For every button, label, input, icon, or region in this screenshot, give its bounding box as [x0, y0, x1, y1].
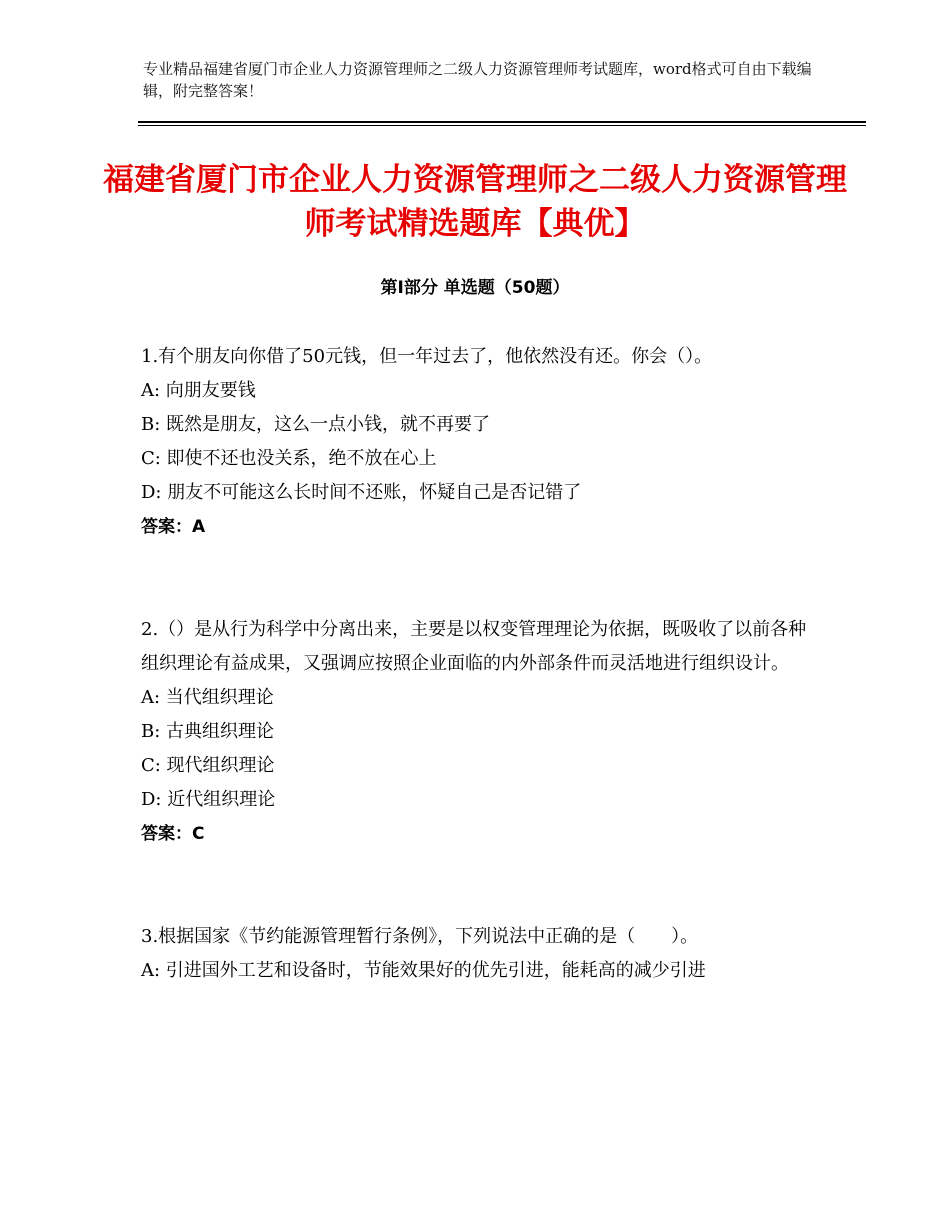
header-note: 专业精品福建省厦门市企业人力资源管理师之二级人力资源管理师考试题库，word格式可自由下载编辑，附完整答案！	[143, 60, 812, 100]
option-b: B: 古典组织理论	[141, 721, 275, 742]
option-a: A: 引进国外工艺和设备时，节能效果好的优先引进，能耗高的减少引进	[141, 960, 706, 981]
option-d: D: 朋友不可能这么长时间不还账，怀疑自己是否记错了	[141, 482, 582, 503]
answer: 答案：A	[141, 517, 206, 537]
question-text: 2.（）是从行为科学中分离出来，主要是以权变管理理论为依据，既吸收了以前各种组织理论有益成果，又强调应按照企业面临的内外部条件而灵活地进行组织设计。	[141, 619, 807, 674]
document-title: 福建省厦门市企业人力资源管理师之二级人力资源管理师考试精选题库【典优】	[103, 162, 847, 242]
question-2	[141, 613, 821, 851]
answer: 答案：C	[141, 824, 205, 844]
option-a: A: 向朋友要钱	[141, 380, 256, 401]
header-rule-thin	[138, 125, 866, 126]
question-3	[141, 920, 821, 988]
section-heading: 第Ⅰ部分 单选题（50题）	[380, 278, 570, 298]
header-rule-thick	[138, 121, 866, 123]
option-c: C: 即使不还也没关系，绝不放在心上	[141, 448, 437, 469]
option-d: D: 近代组织理论	[141, 789, 276, 810]
question-text: 3.根据国家《节约能源管理暂行条例》，下列说法中正确的是（ ）。	[141, 926, 699, 947]
question-text: 1.有个朋友向你借了50元钱，但一年过去了，他依然没有还。你会（）。	[141, 346, 713, 367]
option-b: B: 既然是朋友，这么一点小钱，就不再要了	[141, 414, 491, 435]
question-1	[141, 340, 821, 544]
option-c: C: 现代组织理论	[141, 755, 275, 776]
option-a: A: 当代组织理论	[141, 687, 274, 708]
